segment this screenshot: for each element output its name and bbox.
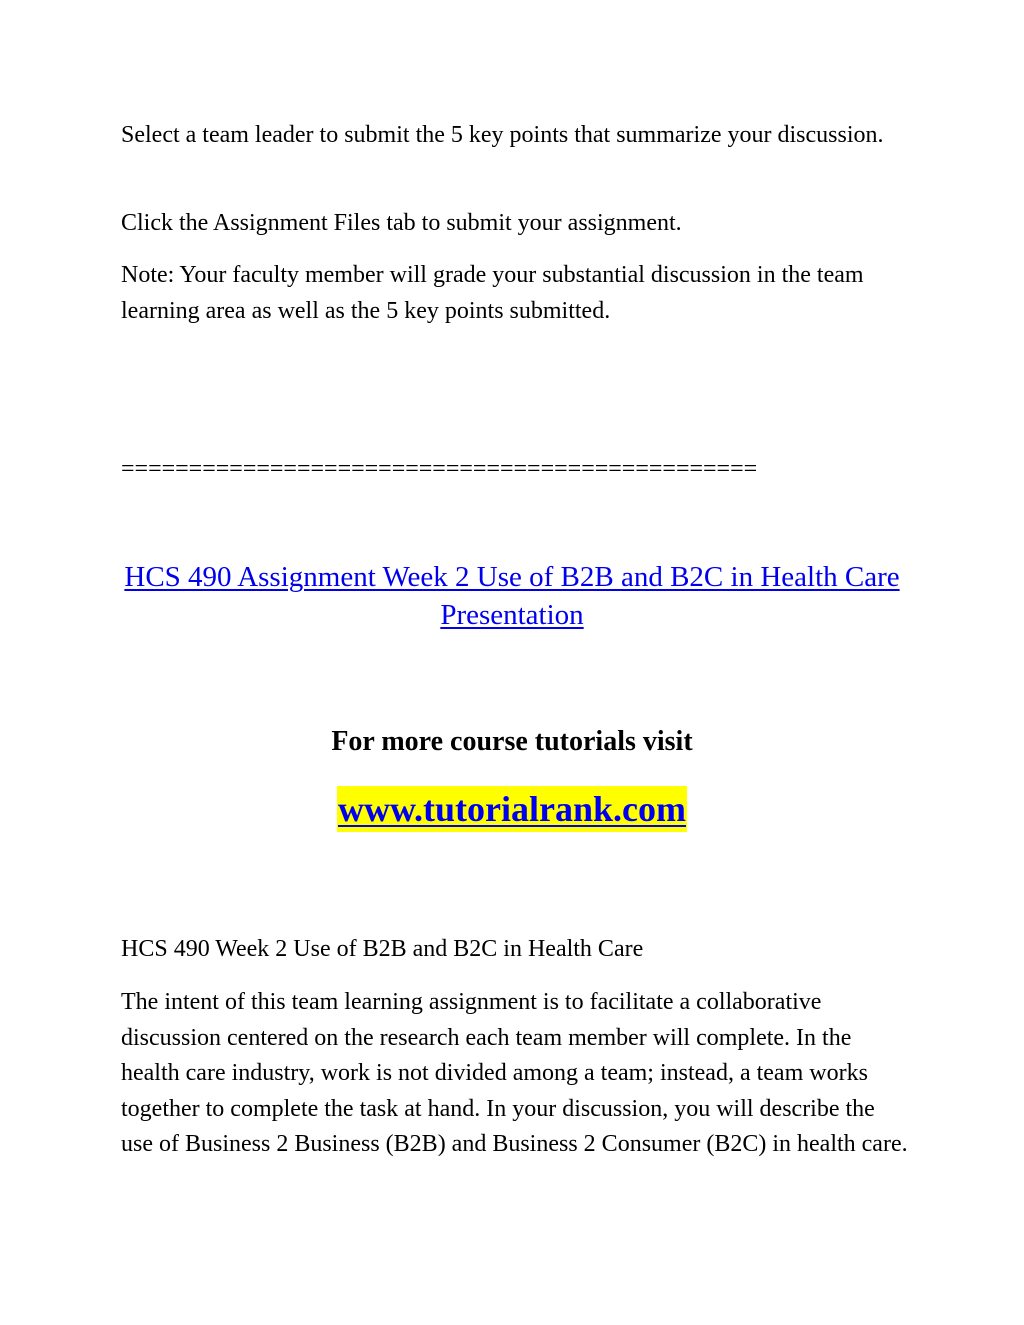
section-divider: =============================================== (121, 456, 758, 482)
paragraph-assignment-files: Click the Assignment Files tab to submit your assignment. (121, 210, 682, 236)
paragraph-grading-note: Note: Your faculty member will grade your substantial discussion in the team learning area as well as the 5 key points submitted. (121, 262, 864, 324)
website-link[interactable]: www.tutorialrank.com (337, 786, 687, 832)
paragraph-team-leader: Select a team leader to submit the 5 key points that summarize your discussion. (121, 122, 884, 148)
section-heading: HCS 490 Week 2 Use of B2B and B2C in Health Care (121, 936, 644, 962)
more-tutorials-heading: For more course tutorials visit (331, 726, 693, 757)
assignment-intro-paragraph: The intent of this team learning assignment is to facilitate a collaborative discussion centered on the research each team member will complete. In the health care industry, work is not divided among a team; instead, a team works together to complete the task at hand. In your discussion, you will describe the use of Business 2 Business (B2B) and Business 2 Consumer (B2C) in health care. (121, 989, 908, 1157)
website-link-container (112, 786, 912, 832)
assignment-title-link[interactable]: HCS 490 Assignment Week 2 Use of B2B and B2C in Health Care Presentation (124, 561, 900, 631)
